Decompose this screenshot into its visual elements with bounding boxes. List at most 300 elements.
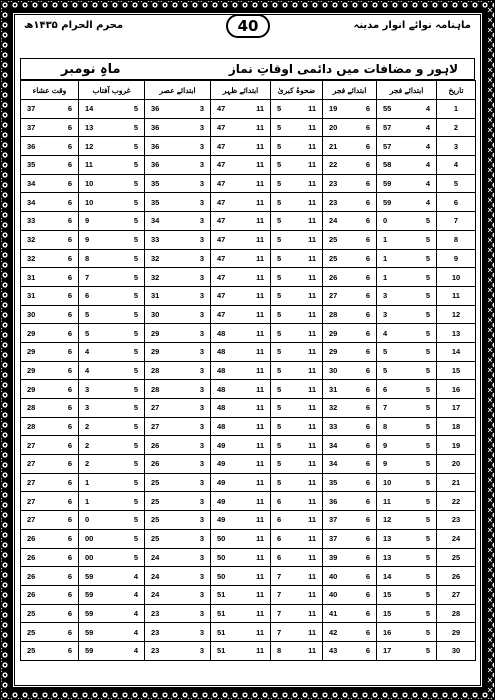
hour-value: 4 (133, 608, 138, 618)
time-cell-maghrib (79, 399, 145, 418)
hour-value: 11 (256, 552, 264, 562)
time-cell-zahwa (271, 174, 323, 193)
minute-value: 47 (217, 141, 226, 151)
hour-value: 4 (425, 179, 430, 189)
minute-value: 58 (383, 160, 392, 170)
minute-value: 00 (85, 552, 94, 562)
time-cell-ishraq (323, 305, 377, 324)
minute-value: 36 (27, 141, 36, 151)
minute-value: 30 (329, 365, 338, 375)
minute-value: 3 (85, 403, 90, 413)
time-cell-asr (145, 399, 211, 418)
time-cell-ishraq (323, 492, 377, 511)
time-cell-maghrib (79, 492, 145, 511)
col-header-fajr-start: ابتدائے فجر (377, 81, 437, 100)
minute-value: 36 (329, 496, 338, 506)
minute-value: 47 (217, 160, 226, 170)
hour-value: 6 (67, 253, 72, 263)
time-cell-asr (145, 156, 211, 175)
hour-value: 11 (308, 552, 316, 562)
minute-value: 5 (277, 403, 282, 413)
minute-value: 25 (151, 534, 160, 544)
hour-value: 6 (365, 590, 370, 600)
hour-value: 4 (425, 160, 430, 170)
time-cell-asr (145, 492, 211, 511)
time-cell-fajr (377, 212, 437, 231)
time-cell-fajr (377, 511, 437, 530)
minute-value: 26 (27, 534, 36, 544)
time-cell-maghrib (79, 567, 145, 586)
minute-value: 36 (151, 123, 160, 133)
hour-value: 5 (425, 328, 430, 338)
minute-value: 29 (151, 328, 160, 338)
time-cell-asr (145, 249, 211, 268)
minute-value: 40 (329, 590, 338, 600)
minute-value: 32 (27, 235, 36, 245)
hour-value: 3 (199, 478, 204, 488)
time-cell-zuhr (211, 380, 271, 399)
minute-value: 9 (85, 235, 90, 245)
minute-value: 33 (151, 235, 160, 245)
time-cell-maghrib (79, 137, 145, 156)
minute-value: 42 (329, 627, 338, 637)
date-cell: 13 (437, 324, 476, 343)
time-cell-zahwa (271, 249, 323, 268)
hour-value: 11 (308, 459, 316, 469)
table-row (21, 361, 476, 380)
hour-value: 6 (67, 552, 72, 562)
minute-value: 29 (27, 328, 36, 338)
time-cell-maghrib (79, 623, 145, 642)
minute-value: 1 (383, 235, 388, 245)
minute-value: 7 (277, 608, 282, 618)
hour-value: 6 (365, 291, 370, 301)
time-cell-zuhr (211, 305, 271, 324)
hour-value: 6 (67, 646, 72, 656)
time-cell-asr (145, 604, 211, 623)
minute-value: 10 (85, 197, 94, 207)
minute-value: 51 (217, 646, 226, 656)
date-cell: 4 (437, 156, 476, 175)
time-cell-fajr (377, 436, 437, 455)
time-cell-ishraq (323, 230, 377, 249)
hour-value: 6 (67, 216, 72, 226)
minute-value: 26 (27, 571, 36, 581)
time-cell-fajr (377, 174, 437, 193)
minute-value: 59 (383, 197, 392, 207)
hour-value: 4 (133, 590, 138, 600)
hour-value: 11 (256, 328, 264, 338)
time-cell-zahwa (271, 436, 323, 455)
hour-value: 6 (67, 627, 72, 637)
time-cell-asr (145, 286, 211, 305)
date-cell: 18 (437, 417, 476, 436)
table-row (21, 305, 476, 324)
hour-value: 5 (133, 235, 138, 245)
time-cell-zuhr (211, 230, 271, 249)
minute-value: 27 (27, 496, 36, 506)
hour-value: 3 (199, 197, 204, 207)
hour-value: 3 (199, 534, 204, 544)
hour-value: 5 (133, 552, 138, 562)
hour-value: 4 (133, 646, 138, 656)
date-cell: 1 (437, 100, 476, 119)
time-cell-maghrib (79, 473, 145, 492)
hour-value: 6 (365, 496, 370, 506)
minute-value: 9 (383, 440, 388, 450)
time-cell-ishraq (323, 193, 377, 212)
hour-value: 11 (256, 571, 264, 581)
minute-value: 24 (151, 552, 160, 562)
hour-value: 6 (67, 365, 72, 375)
date-cell: 22 (437, 492, 476, 511)
minute-value: 6 (277, 496, 282, 506)
hour-value: 6 (365, 534, 370, 544)
time-cell-maghrib (79, 342, 145, 361)
hour-value: 4 (133, 571, 138, 581)
time-cell-zuhr (211, 118, 271, 137)
minute-value: 1 (383, 253, 388, 263)
time-cell-ishraq (323, 100, 377, 119)
hour-value: 11 (256, 515, 264, 525)
time-cell-maghrib (79, 305, 145, 324)
time-cell-isha (21, 342, 79, 361)
time-cell-fajr (377, 380, 437, 399)
minute-value: 9 (85, 216, 90, 226)
time-cell-fajr (377, 399, 437, 418)
time-cell-zahwa (271, 455, 323, 474)
minute-value: 29 (27, 347, 36, 357)
time-cell-zahwa (271, 305, 323, 324)
minute-value: 4 (85, 347, 90, 357)
minute-value: 28 (151, 365, 160, 375)
hour-value: 11 (308, 590, 316, 600)
time-cell-isha (21, 212, 79, 231)
hour-value: 3 (199, 235, 204, 245)
time-cell-fajr (377, 156, 437, 175)
hour-value: 11 (308, 123, 316, 133)
col-header-fajr-end: ابتدائے فجر (323, 81, 377, 100)
table-row (21, 511, 476, 530)
col-header-date: تاریخ (437, 81, 476, 100)
date-cell: 11 (437, 286, 476, 305)
table-row (21, 324, 476, 343)
date-cell: 5 (437, 174, 476, 193)
date-cell: 20 (437, 455, 476, 474)
date-cell: 9 (437, 249, 476, 268)
hour-value: 6 (67, 422, 72, 432)
minute-value: 5 (277, 272, 282, 282)
date-cell: 16 (437, 380, 476, 399)
minute-value: 47 (217, 272, 226, 282)
time-cell-ishraq (323, 286, 377, 305)
minute-value: 31 (27, 291, 36, 301)
time-cell-ishraq (323, 399, 377, 418)
minute-value: 50 (217, 552, 226, 562)
hour-value: 6 (365, 627, 370, 637)
hour-value: 6 (67, 534, 72, 544)
table-row (21, 548, 476, 567)
time-cell-zuhr (211, 399, 271, 418)
time-cell-isha (21, 548, 79, 567)
time-cell-maghrib (79, 268, 145, 287)
minute-value: 48 (217, 403, 226, 413)
minute-value: 34 (151, 216, 160, 226)
time-cell-maghrib (79, 212, 145, 231)
hour-value: 5 (425, 627, 430, 637)
minute-value: 5 (277, 197, 282, 207)
hour-value: 11 (308, 309, 316, 319)
date-cell: 14 (437, 342, 476, 361)
hour-value: 11 (308, 478, 316, 488)
date-cell: 21 (437, 473, 476, 492)
time-cell-fajr (377, 473, 437, 492)
hour-value: 5 (425, 515, 430, 525)
minute-value: 5 (277, 291, 282, 301)
minute-value: 37 (27, 104, 36, 114)
time-cell-zuhr (211, 212, 271, 231)
time-cell-isha (21, 473, 79, 492)
minute-value: 47 (217, 104, 226, 114)
hour-value: 3 (199, 608, 204, 618)
time-cell-fajr (377, 361, 437, 380)
minute-value: 25 (27, 646, 36, 656)
hour-value: 5 (425, 309, 430, 319)
time-cell-isha (21, 268, 79, 287)
hour-value: 6 (67, 608, 72, 618)
minute-value: 32 (151, 272, 160, 282)
hour-value: 6 (67, 141, 72, 151)
hour-value: 11 (256, 534, 264, 544)
minute-value: 10 (85, 179, 94, 189)
col-header-isha: وقت عشاء (21, 81, 79, 100)
hour-value: 5 (425, 534, 430, 544)
hour-value: 6 (67, 272, 72, 282)
minute-value: 5 (277, 160, 282, 170)
minute-value: 26 (27, 590, 36, 600)
col-header-sunset: غروب آفتاب (79, 81, 145, 100)
hour-value: 6 (365, 253, 370, 263)
minute-value: 47 (217, 253, 226, 263)
table-row (21, 455, 476, 474)
minute-value: 50 (217, 571, 226, 581)
minute-value: 23 (329, 179, 338, 189)
time-cell-zahwa (271, 511, 323, 530)
hour-value: 5 (425, 291, 430, 301)
time-cell-zuhr (211, 324, 271, 343)
hour-value: 6 (365, 309, 370, 319)
date-cell: 23 (437, 511, 476, 530)
minute-value: 47 (217, 216, 226, 226)
minute-value: 37 (329, 534, 338, 544)
time-cell-zuhr (211, 604, 271, 623)
time-cell-maghrib (79, 230, 145, 249)
date-cell: 26 (437, 567, 476, 586)
minute-value: 8 (85, 253, 90, 263)
time-cell-zahwa (271, 230, 323, 249)
minute-value: 51 (217, 627, 226, 637)
table-row (21, 623, 476, 642)
hour-value: 11 (308, 253, 316, 263)
hour-value: 5 (425, 403, 430, 413)
minute-value: 43 (329, 646, 338, 656)
time-cell-zuhr (211, 286, 271, 305)
time-cell-zuhr (211, 100, 271, 119)
time-cell-isha (21, 193, 79, 212)
hour-value: 5 (133, 309, 138, 319)
minute-value: 5 (85, 309, 90, 319)
minute-value: 34 (27, 197, 36, 207)
time-cell-zahwa (271, 623, 323, 642)
time-cell-maghrib (79, 455, 145, 474)
hour-value: 3 (199, 365, 204, 375)
minute-value: 59 (85, 646, 94, 656)
time-cell-ishraq (323, 585, 377, 604)
minute-value: 48 (217, 422, 226, 432)
time-cell-zuhr (211, 641, 271, 660)
minute-value: 27 (329, 291, 338, 301)
hour-value: 5 (133, 384, 138, 394)
time-cell-maghrib (79, 249, 145, 268)
hour-value: 11 (256, 141, 264, 151)
time-cell-isha (21, 567, 79, 586)
minute-value: 13 (383, 552, 392, 562)
date-cell: 27 (437, 585, 476, 604)
hour-value: 11 (308, 422, 316, 432)
time-cell-zahwa (271, 361, 323, 380)
hour-value: 5 (425, 496, 430, 506)
hour-value: 5 (133, 123, 138, 133)
date-cell: 25 (437, 548, 476, 567)
hour-value: 11 (308, 440, 316, 450)
time-cell-isha (21, 230, 79, 249)
hour-value: 11 (308, 534, 316, 544)
hour-value: 11 (256, 496, 264, 506)
minute-value: 15 (383, 590, 392, 600)
hour-value: 3 (199, 496, 204, 506)
time-cell-fajr (377, 567, 437, 586)
minute-value: 29 (329, 328, 338, 338)
minute-value: 8 (383, 422, 388, 432)
minute-value: 1 (85, 478, 90, 488)
hour-value: 3 (199, 104, 204, 114)
hour-value: 11 (256, 123, 264, 133)
hour-value: 11 (256, 104, 264, 114)
time-cell-isha (21, 118, 79, 137)
time-cell-maghrib (79, 380, 145, 399)
hour-value: 5 (425, 459, 430, 469)
hour-value: 5 (425, 478, 430, 488)
time-cell-isha (21, 604, 79, 623)
time-cell-ishraq (323, 137, 377, 156)
minute-value: 31 (329, 384, 338, 394)
minute-value: 2 (85, 459, 90, 469)
hour-value: 5 (133, 515, 138, 525)
time-cell-maghrib (79, 511, 145, 530)
hour-value: 6 (365, 365, 370, 375)
hour-value: 3 (199, 459, 204, 469)
time-cell-zuhr (211, 137, 271, 156)
time-cell-isha (21, 324, 79, 343)
time-cell-fajr (377, 623, 437, 642)
minute-value: 14 (383, 571, 392, 581)
minute-value: 28 (27, 403, 36, 413)
table-row (21, 473, 476, 492)
hour-value: 6 (365, 235, 370, 245)
hour-value: 6 (67, 104, 72, 114)
minute-value: 6 (383, 384, 388, 394)
hour-value: 5 (425, 384, 430, 394)
time-cell-fajr (377, 641, 437, 660)
minute-value: 11 (383, 496, 391, 506)
date-cell: 8 (437, 230, 476, 249)
hour-value: 5 (133, 197, 138, 207)
time-cell-fajr (377, 193, 437, 212)
hour-value: 3 (199, 309, 204, 319)
time-cell-fajr (377, 342, 437, 361)
time-cell-zuhr (211, 156, 271, 175)
minute-value: 27 (27, 515, 36, 525)
time-cell-zahwa (271, 118, 323, 137)
minute-value: 25 (151, 496, 160, 506)
minute-value: 27 (27, 440, 36, 450)
hour-value: 11 (308, 496, 316, 506)
table-row (21, 604, 476, 623)
minute-value: 59 (85, 571, 94, 581)
minute-value: 34 (329, 459, 338, 469)
minute-value: 31 (151, 291, 160, 301)
minute-value: 47 (217, 179, 226, 189)
minute-value: 37 (329, 515, 338, 525)
table-title: لاہور و مضافات میں دائمی اوقاتِ نماز (228, 62, 458, 76)
hour-value: 6 (67, 478, 72, 488)
hour-value: 5 (133, 291, 138, 301)
minute-value: 4 (383, 328, 388, 338)
time-cell-ishraq (323, 436, 377, 455)
minute-value: 5 (277, 365, 282, 375)
minute-value: 49 (217, 478, 226, 488)
minute-value: 5 (277, 253, 282, 263)
minute-value: 12 (85, 141, 94, 151)
hour-value: 3 (199, 272, 204, 282)
header-issue-date: محرم الحرام ۱۴۳۵ھ (24, 19, 124, 31)
hour-value: 11 (256, 347, 264, 357)
minute-value: 5 (277, 216, 282, 226)
time-cell-ishraq (323, 604, 377, 623)
time-cell-maghrib (79, 436, 145, 455)
time-cell-fajr (377, 230, 437, 249)
minute-value: 7 (277, 627, 282, 637)
date-cell: 15 (437, 361, 476, 380)
minute-value: 7 (85, 272, 90, 282)
minute-value: 49 (217, 496, 226, 506)
time-cell-isha (21, 436, 79, 455)
minute-value: 48 (217, 384, 226, 394)
table-row (21, 230, 476, 249)
hour-value: 6 (365, 216, 370, 226)
hour-value: 5 (425, 608, 430, 618)
time-cell-ishraq (323, 623, 377, 642)
hour-value: 11 (308, 291, 316, 301)
month-label: ماہِ نومبر (61, 61, 121, 77)
hour-value: 5 (425, 590, 430, 600)
minute-value: 22 (329, 160, 338, 170)
minute-value: 28 (151, 384, 160, 394)
time-cell-zahwa (271, 268, 323, 287)
minute-value: 41 (329, 608, 338, 618)
hour-value: 4 (425, 197, 430, 207)
minute-value: 5 (383, 365, 388, 375)
